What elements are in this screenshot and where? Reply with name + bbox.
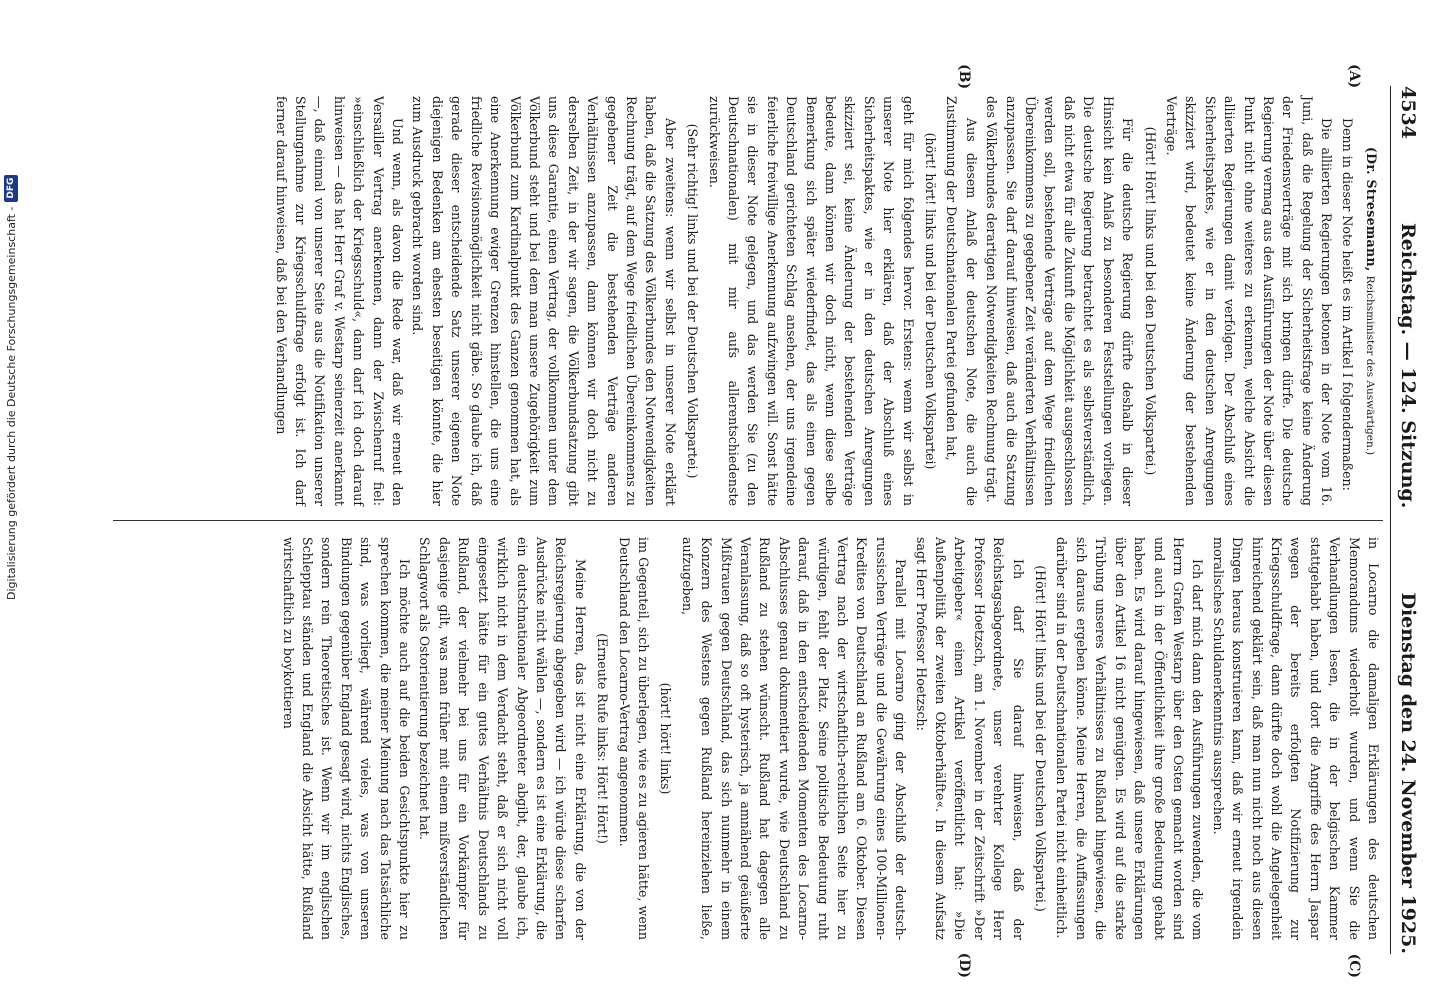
paragraph: Ich darf Sie darauf hinweisen, daß der Reichstagsabgeordnete, unser verehrter Kollege Herr Professor Hoetzsch, am 1. November in der Zeitschrift »Der Arbeitgeber« einen Artikel veröffentlicht hat: »Die Außenpolitik der zweiten Oktoberhälfte«. In diesem Aufsatz sagt Herr Professor Hoetzsch: (913, 537, 1026, 940)
document-page (107, 64, 1427, 978)
paragraph: Aber zweitens: wenn wir selbst in unserer Note erklärt haben, daß die Satzung des Völkerbundes den Notwendigkeiten Rechnung trägt, auf dem Wege friedlichen Übereinkommens zu gegebener Zeit die bestehenden Verträge anderen Verhältnissen anzupassen, dann können wir doch nicht zu derselben Zeit, in der wir sagen, die Völkerbundsatzung gibt uns diese Garantie, einen Vertrag, der vollkommen unter dem Völkerbund steht und bei dem man unsere Zugehörigkeit zum Völkerbund zum Kardinalpunkt des Ganzen genommen hat, als eine Anerkennung ewiger Grenzen hinstellen, die uns eine friedliche Revisionsmöglichkeit nicht gäbe. So glaube ich, daß gerade dieser entscheidende Satz unserer eigenen Note diejenigen Bedenken am ehesten beseitigen könnte, die hier zum Ausdruck gebracht worden sind. (410, 96, 678, 506)
reaction: (Sehr richtig! links und bei der Deutschen Volkspartei.) (685, 123, 701, 479)
quote-paragraph: Für die deutsche Regierung dürfte deshalb in dieser Hinsicht kein Anlaß zu besonderen Feststellungen vorliegen. Die deutsche Regierung betrachtet es als selbstverständlich, daß nicht etwa für alle Zukunft die Möglichkeit ausgeschlossen werden soll, bestehende Verträge auf dem Wege friedlichen Übereinkommens zu gegebener Zeit veränderten Verhältnissen anzupassen. Sie darf darauf hinweisen, daß auch die Satzung des Völkerbundes derartigen Notwendigkeiten Rechnung trägt. (984, 96, 1136, 506)
paragraph: Aus diesem Anlaß der deutschen Note, die auch die Zustimmung der Deutschnationalen Partei gefunden hat, (944, 96, 979, 506)
reaction: (hört! hört! links) (658, 682, 674, 795)
paragraph: Ich möchte auch auf die beiden Gesichtspunkte hier zu sprechen kommen, die meiner Meinung nach das Tatsächliche sind, was vorliegt, während vieles, was von unseren Bindungen gegenüber England gesagt wird, nichts Englisches, sondern rein Theoretisches ist. Wenn wir im englischen Schlepptau ständen und England die Absicht hätte, Rußland wirtschaftlich zu boykottieren (280, 537, 413, 940)
session-date: Dienstag den 24. November 1925. (1397, 592, 1419, 954)
left-column (113, 64, 1383, 520)
reaction: (Hört! Hört! links und bei den Deutschen Volkspartei.) (1142, 126, 1158, 476)
reaction: (hört! hört! links und bei der Deutschen Volkspartei) (923, 132, 939, 470)
page-header (1390, 86, 1425, 954)
reaction: (Hört! Hört! links und bei der Deutschen Volkspartei.) (1033, 565, 1049, 912)
footer-text: Digitalisierung gefördert durch die Deutsche Forschungsgemeinschaft - (4, 206, 18, 600)
paragraph: Ich darf mich dann den Ausführungen zuwenden, die vom Herrn Grafen Westarp über den Osten gemacht worden sind und auch in der Öffentlichkeit ihre große Bedeutung gehabt haben. Es wird darauf hingewiesen, daß unsere Erklärungen über den Artikel 16 nicht genügten. Es wird auf die starke Trübung unseres Verhältnisses zu Rußland hingewiesen, die sich daraus ergeben könne. Meine Herren, die Auffassungen darüber sind in der Deutschnationalen Partei nicht einheitlich. (1054, 537, 1206, 940)
paragraph: Und wenn, als davon die Rede war, daß wir erneut den Versailler Vertrag anerkennen, dann der Zwischenruf fiel: »einschließlich der Kriegsschuld«, dann darf ich doch darauf hinweisen — das hat Herr Graf v. Westarp seinerzeit anerkannt —, daß einmal von unserer Seite aus die Notifikation unserer Stellungnahme zur Kriegsschuldfrage erfolgt ist. Ich darf ferner darauf hinweisen, daß bei den Verhandlungen (273, 96, 406, 506)
paragraph: in Locarno die damaligen Erklärungen des deutschen Memorandums wiederholt wurden, und wenn Sie die Verhandlungen lesen, die in der belgischen Kammer stattgehabt haben, und dort die Angriffe des Herrn Jaspar wegen der bereits erfolgten Notifizierung zur Kriegsschuldfrage, dann dürfte doch wohl die Angelegenheit hinreichend geklärt sein, daß man nun nicht noch aus diesen Dingen heraus konstruieren kann, daß wir erneut irgendein moralisches Schuldanerkenntnis aussprechen. (1210, 537, 1381, 940)
right-column (113, 520, 1383, 978)
dfg-logo-icon: DFG (4, 175, 18, 202)
speaker-role: Reichsminister des Auswärtigen.) (1364, 275, 1376, 456)
margin-marker-c: (C) (1346, 953, 1362, 978)
footer-strip (2, 0, 20, 996)
paragraph: geht für mich folgendes hervor. Erstens: wenn wir selbst in unserer Note hier erklären, daß der Abschluß eines Sicherheitspaktes, wie er in den deutschen Anregungen skizziert sei, keine Änderung der bestehenden Verträge bedeute, dann können wir doch nicht, wenn diese selbe Bemerkung sich später wiederfindet, das als einen gegen Deutschland gerichteten Schlag ansehen, der uns irgendeine feierliche freiwillige Anerkennung aufzwingen will. Sonst hätte sie in dieser Note gelegen, und das werden Sie (zu den Deutschnationalen) mit mir aufs allerentschiedenste zurückweisen. (706, 96, 916, 506)
margin-marker-d: (D) (956, 952, 972, 978)
paragraph: Meine Herren, das ist nicht eine Erklärung, die von der Reichsregierung abgegeben wird — ich würde diese scharfen Ausdrücke nicht wählen —, sondern es ist eine Erklärung, die ein deutschnationaler Abgeordneter abgibt, der, glaube ich, wirklich nicht in dem Verdacht steht, daß er sich nicht voll eingesetzt hätte für ein gutes Verhältnis Deutschlands zu Rußland, der vielmehr bei uns für ein Vorkämpfer für dasjenige gilt, was man früher mit einem mißverständlichen Schlagwort als Ostorientierung bezeichnet hat. (417, 537, 588, 940)
quote-paragraph: Die alliierten Regierungen betonen in der Note vom 16. Juni, daß die Regelung der Sicherheitsfrage keine Änderung der Friedensverträge mit sich bringen dürfe. Die deutsche Regierung vermag aus den Ausführungen der Note über diesen Punkt nicht ohne weiteres zu erkennen, welche Absicht die alliierten Regierungen damit verfolgen. Der Abschluß eines Sicherheitspaktes, wie er in den deutschen Anregungen skizziert wird, bedeutet keine Änderung der bestehenden Verträge. (1163, 96, 1335, 506)
text-columns (113, 64, 1383, 978)
margin-marker-a: (A) (1346, 64, 1362, 89)
quote-paragraph: im Gegenteil, sich zu überlegen, wie es zu agieren hätte, wenn Deutschland den Locarno-Vertrag angenommen. (616, 537, 651, 940)
margin-marker-b: (B) (956, 64, 972, 90)
paragraph: Denn in dieser Note heißt es im Artikel I folgendermaßen: (1339, 118, 1355, 491)
page-number: 4534 (1397, 86, 1419, 139)
quote-paragraph: Parallel mit Locarno ging der Abschluß der deutsch-russischen Verträge und die Gewährung eines 100-Millionen-Kredites von Deutschland an Rußland am 6. Oktober. Diesen Vertrag nach der wirtschaftlich-rechtlichen Seite hier zu würdigen, fehlt der Platz. Seine politische Bedeutung ruht darauf, daß in den entscheidenden Momenten des Locarno-Abschlusses genau dokumentiert wurde, wie Deutschland zu Rußland zu stehen wünscht. Rußland hat dagegen alle Veranlassung, daß so oft hysterisch, ja amnähend geäußerte Mißtrauen gegen Deutschland, das sich nunmehr in einem Konzern des Westens gegen Rußland hereinziehen ließe, aufzugeben, (679, 537, 909, 940)
speaker-line (1360, 96, 1381, 506)
reaction: (Erneute Rufe links: Hört! Hört!) (595, 633, 611, 844)
session-title: Reichstag. — 124. Sitzung. (1397, 223, 1419, 509)
speaker-name: (Dr. Stresemann, (1364, 146, 1379, 272)
